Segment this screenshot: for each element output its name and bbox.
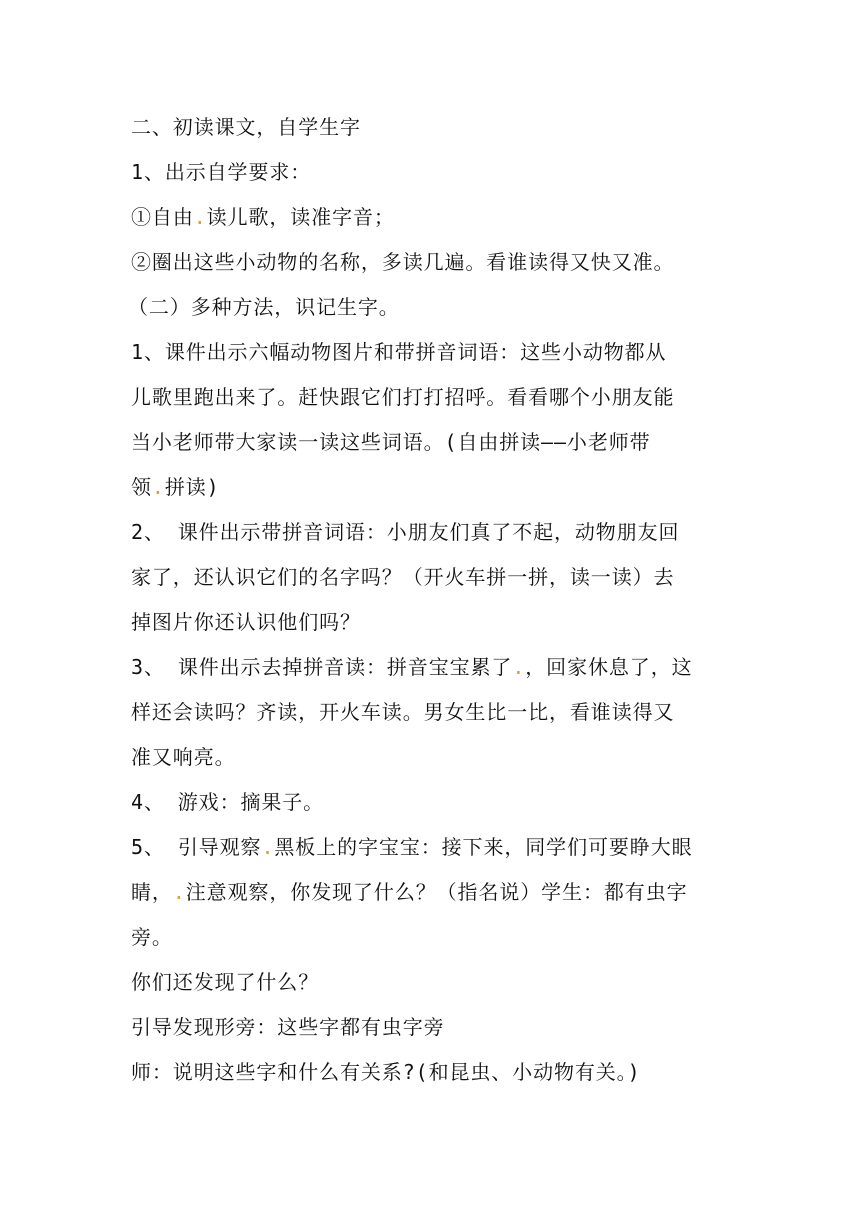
marker-dot: . (193, 205, 207, 229)
paragraph-line: 4、 游戏：摘果子。 (131, 790, 325, 814)
marker-dot: . (172, 880, 186, 904)
paragraph-line: 你们还发现了什么？ (131, 970, 320, 994)
section-heading: 二、初读课文，自学生字 (131, 115, 361, 139)
paragraph-line: 旁。 (131, 925, 173, 949)
marker-dot: . (261, 835, 275, 859)
paragraph-line: 1、出示自学要求： (131, 160, 312, 184)
paragraph-line: 5、 引导观察.黑板上的字宝宝：接下来，同学们可要睁大眼 (131, 835, 693, 859)
paragraph-line: 掉图片你还认识他们吗？ (131, 610, 361, 634)
paragraph-line: 3、 课件出示去掉拼音读：拼音宝宝累了.，回家休息了，这 (131, 655, 693, 679)
paragraph-line: 家了，还认识它们的名字吗？（开火车拼一拼，读一读）去 (131, 565, 675, 589)
paragraph-line: ①自由.读儿歌，读准字音； (131, 205, 395, 229)
marker-dot: . (512, 655, 526, 679)
paragraph-line: 领.拼读) (131, 475, 220, 499)
paragraph-line: 准又响亮。 (131, 745, 236, 769)
paragraph-line: ②圈出这些小动物的名称，多读几遍。看谁读得又快又准。 (131, 250, 675, 274)
paragraph-line: 1、课件出示六幅动物图片和带拼音词语：这些小动物都从 (131, 340, 667, 364)
paragraph-line: 2、 课件出示带拼音词语：小朋友们真了不起，动物朋友回 (131, 520, 680, 544)
marker-dot: . (151, 475, 165, 499)
paragraph-line: 师：说明这些字和什么有关系?(和昆虫、小动物有关。) (131, 1060, 641, 1084)
paragraph-line: 引导发现形旁：这些字都有虫字旁 (131, 1015, 445, 1039)
paragraph-line: 当小老师带大家读一读这些词语。(自由拼读——小老师带 (131, 430, 651, 454)
paragraph-line: 睛，.注意观察，你发现了什么？（指名说）学生：都有虫字 (131, 880, 688, 904)
paragraph-line: 儿歌里跑出来了。赶快跟它们打打招呼。看看哪个小朋友能 (131, 385, 675, 409)
section-heading: （二）多种方法，识记生字。 (128, 295, 400, 319)
paragraph-line: 样还会读吗？齐读，开火车读。男女生比一比，看谁读得又 (131, 700, 675, 724)
